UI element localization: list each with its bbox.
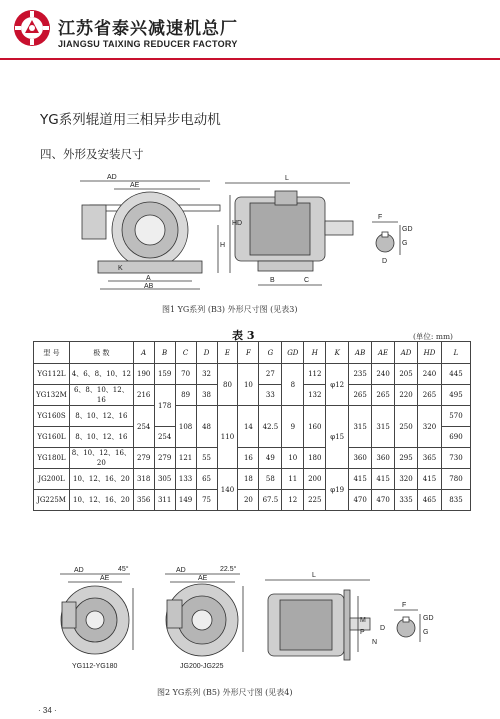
cell-AB: 235 (349, 364, 372, 385)
cell-F: 20 (238, 490, 259, 511)
cell-HD: 365 (418, 448, 442, 469)
cell-G: 58 (259, 469, 282, 490)
cell-K: φ19 (326, 469, 349, 511)
cell-H: 132 (304, 385, 326, 406)
cell-GD: 9 (282, 406, 304, 448)
cell-E: 140 (217, 469, 238, 511)
cell-AB: 360 (349, 448, 372, 469)
cell-L: 835 (441, 490, 470, 511)
dim-label-D: D (382, 258, 388, 265)
cell-AE: 315 (372, 406, 395, 448)
factory-logo (12, 8, 52, 48)
col-header: E (217, 342, 238, 364)
subfigure-label: JG200-JG225 (180, 663, 224, 670)
cell-A: 216 (133, 385, 154, 406)
col-header: AE (372, 342, 395, 364)
cell-G: 42.5 (259, 406, 282, 448)
table-unit: (单位: mm) (413, 332, 453, 341)
cell-model: JG225M (34, 490, 70, 511)
flange-side-view (265, 580, 370, 660)
cell-D: 55 (196, 448, 217, 469)
cell-model: YG160S (34, 406, 70, 427)
page-number: · 34 · (38, 706, 57, 715)
section-heading: 四、外形及安装尺寸 (40, 147, 144, 161)
cell-model: YG112L (34, 364, 70, 385)
cell-AD: 320 (395, 469, 418, 490)
cell-E: 110 (217, 406, 238, 469)
dim-label-G: G (402, 240, 408, 247)
cell-G: 33 (259, 385, 282, 406)
cell-B: 305 (154, 469, 175, 490)
cell-A: 356 (133, 490, 154, 511)
dim-label-angle: 22.5° (220, 566, 237, 573)
col-header: H (304, 342, 326, 364)
dim-label-HD: HD (232, 220, 243, 227)
col-header: AB (349, 342, 372, 364)
flange-view-yg112-yg180 (60, 574, 133, 654)
table-row (34, 448, 471, 469)
col-header: K (326, 342, 349, 364)
cell-K: φ15 (326, 406, 349, 469)
dim-label-GD: GD (402, 226, 413, 233)
dim-label-N: N (372, 639, 378, 646)
cell-L: 570 (441, 406, 470, 427)
dim-label-D: D (380, 625, 386, 632)
cell-HD: 320 (418, 406, 442, 448)
cell-G: 27 (259, 364, 282, 385)
col-header: AD (395, 342, 418, 364)
cell-poles: 6、8、10、12、16 (69, 385, 133, 406)
col-header: GD (282, 342, 304, 364)
company-name-en: JIANGSU TAIXING REDUCER FACTORY (58, 39, 238, 49)
cell-L: 445 (441, 364, 470, 385)
cell-model: JG200L (34, 469, 70, 490)
cell-H: 180 (304, 448, 326, 469)
cell-D: 65 (196, 469, 217, 490)
dim-label-G: G (423, 629, 429, 636)
figure2-drawing (40, 560, 480, 685)
cell-AB: 415 (349, 469, 372, 490)
cell-AE: 265 (372, 385, 395, 406)
company-name-cn: 江苏省泰兴减速机总厂 (58, 19, 238, 39)
cell-D: 38 (196, 385, 217, 406)
header-divider (0, 58, 500, 60)
cell-B: 279 (154, 448, 175, 469)
subfigure-label: YG112-YG180 (72, 663, 118, 670)
col-header: G (259, 342, 282, 364)
cell-F: 10 (238, 364, 259, 406)
flange-view-jg200-jg225 (165, 574, 243, 656)
cell-A: 254 (133, 406, 154, 448)
dim-label-AD: AD (107, 174, 117, 181)
dim-label-L: L (285, 175, 289, 182)
cell-C: 108 (175, 406, 196, 448)
figure1-caption: 图1 YG系列 (B3) 外形尺寸图 (见表3) (162, 305, 298, 314)
cell-HD: 415 (418, 469, 442, 490)
col-header: C (175, 342, 196, 364)
cell-model: YG160L (34, 427, 70, 448)
cell-F: 18 (238, 469, 259, 490)
cell-G: 49 (259, 448, 282, 469)
cell-AD: 250 (395, 406, 418, 448)
cell-AD: 205 (395, 364, 418, 385)
dim-label-AD: AD (176, 567, 186, 574)
cell-GD: 10 (282, 448, 304, 469)
cell-H: 160 (304, 406, 326, 448)
cell-A: 190 (133, 364, 154, 385)
cell-L: 495 (441, 385, 470, 406)
cell-C: 121 (175, 448, 196, 469)
dim-label-C: C (304, 277, 310, 284)
dim-label-GD: GD (423, 615, 434, 622)
figure1-drawing (60, 165, 480, 300)
cell-AB: 315 (349, 406, 372, 448)
table-title: 表 3 (232, 329, 255, 342)
cell-AD: 220 (395, 385, 418, 406)
cell-K: φ12 (326, 364, 349, 406)
cell-AE: 240 (372, 364, 395, 385)
cell-B: 311 (154, 490, 175, 511)
cell-AB: 470 (349, 490, 372, 511)
cell-L: 730 (441, 448, 470, 469)
cell-C: 149 (175, 490, 196, 511)
cell-poles: 10、12、16、20 (69, 469, 133, 490)
cell-H: 200 (304, 469, 326, 490)
dim-label-F: F (402, 602, 407, 609)
shaft-section (372, 222, 400, 255)
cell-B: 178 (154, 385, 175, 427)
cell-B: 254 (154, 427, 175, 448)
col-header: F (238, 342, 259, 364)
cell-D: 32 (196, 364, 217, 385)
dim-label-B: B (270, 277, 275, 284)
cell-model: YG180L (34, 448, 70, 469)
col-header: 型 号 (34, 342, 70, 364)
table-header-row (34, 342, 471, 364)
col-header: 极 数 (69, 342, 133, 364)
cell-GD: 12 (282, 490, 304, 511)
cell-AB: 265 (349, 385, 372, 406)
col-header: D (196, 342, 217, 364)
cell-poles: 4、6、8、10、12 (69, 364, 133, 385)
cell-GD: 8 (282, 364, 304, 406)
cell-B: 159 (154, 364, 175, 385)
cell-C: 89 (175, 385, 196, 406)
cell-A: 279 (133, 448, 154, 469)
table-row (34, 490, 471, 511)
cell-G: 67.5 (259, 490, 282, 511)
cell-AD: 295 (395, 448, 418, 469)
cell-poles: 8、10、12、16、20 (69, 448, 133, 469)
dim-label-F: F (378, 214, 383, 221)
table-row (34, 469, 471, 490)
cell-L: 780 (441, 469, 470, 490)
cell-HD: 465 (418, 490, 442, 511)
dim-label-M: M (360, 617, 366, 624)
dim-label-AE: AE (100, 575, 110, 582)
document-title: YG系列辊道用三相异步电动机 (40, 112, 221, 128)
cell-F: 14 (238, 406, 259, 448)
cell-AE: 360 (372, 448, 395, 469)
cell-model: YG132M (34, 385, 70, 406)
cell-poles: 8、10、12、16 (69, 427, 133, 448)
cell-F: 16 (238, 448, 259, 469)
col-header: L (441, 342, 470, 364)
cell-H: 225 (304, 490, 326, 511)
cell-D: 48 (196, 406, 217, 448)
dim-label-L: L (312, 572, 316, 579)
cell-C: 70 (175, 364, 196, 385)
side-view-motor (225, 183, 353, 285)
col-header: A (133, 342, 154, 364)
dim-label-A: A (146, 275, 151, 282)
end-view-motor (80, 181, 230, 289)
dim-label-AE: AE (130, 182, 140, 189)
dim-label-H: H (220, 242, 226, 249)
dim-label-AD: AD (74, 567, 84, 574)
dim-label-AB: AB (144, 283, 154, 290)
cell-E: 80 (217, 364, 238, 406)
cell-D: 75 (196, 490, 217, 511)
cell-HD: 265 (418, 385, 442, 406)
col-header: B (154, 342, 175, 364)
dim-label-P: P (360, 629, 365, 636)
cell-L: 690 (441, 427, 470, 448)
cell-GD: 11 (282, 469, 304, 490)
cell-A: 318 (133, 469, 154, 490)
dim-label-K: K (118, 265, 123, 272)
figure2-caption: 图2 YG系列 (B5) 外形尺寸图 (见表4) (157, 688, 293, 697)
cell-poles: 10、12、16、20 (69, 490, 133, 511)
cell-H: 112 (304, 364, 326, 385)
cell-HD: 240 (418, 364, 442, 385)
table-row (34, 364, 471, 385)
table-row (34, 406, 471, 427)
dim-label-AE: AE (198, 575, 208, 582)
dim-label-angle: 45° (118, 566, 129, 573)
cell-C: 133 (175, 469, 196, 490)
cell-AD: 335 (395, 490, 418, 511)
col-header: HD (418, 342, 442, 364)
cell-poles: 8、10、12、16 (69, 406, 133, 427)
dimension-table (33, 341, 471, 511)
cell-AE: 470 (372, 490, 395, 511)
cell-AE: 415 (372, 469, 395, 490)
flange-shaft-section (394, 610, 420, 642)
